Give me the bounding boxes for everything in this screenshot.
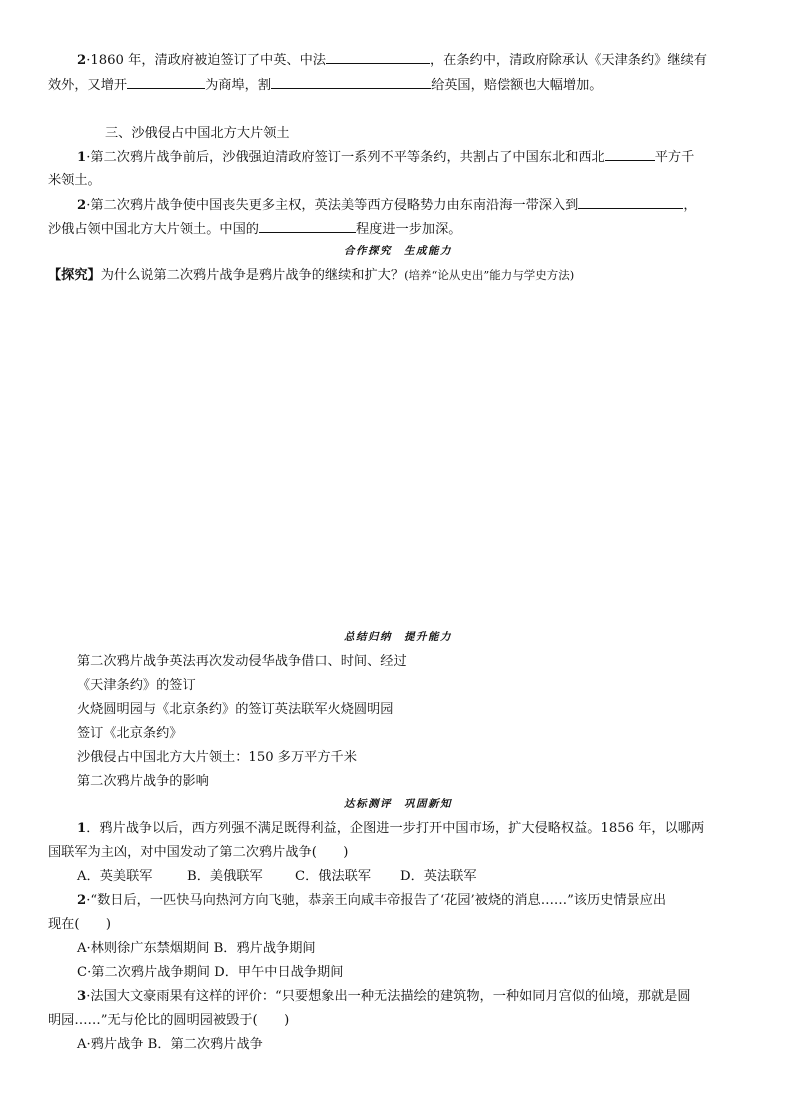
question-text: ，在条约中，清政府除承认《天津条约》继续有 — [429, 53, 707, 68]
summary-line: 火烧圆明园与《北京条约》的签订英法联军火烧圆明园 — [77, 702, 394, 717]
part3-q1-line2: 米领土。 — [48, 173, 101, 188]
summary-line: 第二次鸦片战争的影响 — [77, 774, 209, 789]
question-text: ·“数日后，一匹快马向热河方向飞驰，恭亲王向咸丰帝报告了‘花园’被烧的消息……”该历史情景应出 — [86, 893, 667, 908]
explore-answer-area[interactable] — [48, 292, 748, 622]
question-number: 2 — [77, 893, 87, 908]
test-q1-line2: 国联军为主凶，对中国发动了第二次鸦片战争( ) — [48, 845, 349, 860]
answer-blank[interactable] — [271, 73, 431, 89]
question-text: ， — [683, 198, 697, 213]
question-text: ·法国大文豪雨果有这样的评价：“只要想象出一种无法描绘的建筑物，一种如同月宫似的仙境，那就是圆 — [86, 989, 691, 1004]
answer-blank[interactable] — [127, 73, 205, 89]
option-c[interactable]: C．俄法联军 — [295, 869, 372, 884]
part2-q2-line2 — [48, 73, 603, 98]
question-text: 为商埠，割 — [205, 78, 272, 93]
test-q3-line1 — [77, 985, 691, 1009]
question-number: 2 — [77, 53, 87, 68]
explore-note: (培养“论从史出”能力与学史方法) — [404, 268, 575, 282]
test-q3-line2: 明园……”无与伦比的圆明园被毁于( ) — [48, 1013, 290, 1028]
explore-label: 【探究】 — [48, 268, 101, 283]
summary-line: 沙俄侵占中国北方大片领土：150 多万平方千米 — [77, 750, 357, 765]
part3-q1-line1 — [77, 145, 694, 170]
question-number: 1 — [77, 821, 87, 836]
question-text: ·第二次鸦片战争前后，沙俄强迫清政府签订一系列不平等条约，共割占了中国东北和西北 — [86, 150, 605, 165]
question-text: 平方千 — [654, 150, 695, 165]
part3-q2-line1 — [77, 193, 697, 218]
section-title-cooperate: 合作探究 生成能力 — [344, 245, 452, 257]
test-q2-options-1[interactable]: A·林则徐广东禁烟期间 B．鸦片战争期间 — [77, 941, 316, 956]
question-number: 2 — [77, 198, 87, 213]
question-text: 沙俄占领中国北方大片领土。中国的 — [48, 222, 259, 237]
test-q1-line1 — [77, 817, 704, 841]
part3-q2-line2 — [48, 217, 462, 242]
part3-heading: 三、沙俄侵占中国北方大片领土 — [105, 126, 290, 141]
question-text: ·1860 年，清政府被迫签订了中英、中法 — [86, 53, 326, 68]
section-title-summary: 总结归纳 提升能力 — [344, 631, 452, 643]
option-b[interactable]: B．美俄联军 — [187, 869, 263, 884]
answer-blank[interactable] — [605, 145, 655, 161]
test-q1-options — [77, 865, 477, 889]
explore-question — [48, 264, 574, 288]
summary-line: 第二次鸦片战争英法再次发动侵华战争借口、时间、经过 — [77, 654, 407, 669]
question-number: 1 — [77, 150, 87, 165]
summary-line: 《天津条约》的签订 — [77, 678, 196, 693]
question-text: ·第二次鸦片战争使中国丧失更多主权，英法美等西方侵略势力由东南沿海一带深入到 — [86, 198, 579, 213]
question-number: 3 — [77, 989, 87, 1004]
section-title-test: 达标测评 巩固新知 — [344, 798, 452, 810]
part2-q2-line1 — [77, 48, 707, 73]
option-a[interactable]: A．英美联军 — [77, 869, 153, 884]
test-q2-line1 — [77, 889, 666, 913]
answer-blank[interactable] — [259, 217, 356, 233]
question-text: 给英国，赔偿额也大幅增加。 — [431, 78, 603, 93]
answer-blank[interactable] — [326, 48, 430, 64]
summary-line: 签订《北京条约》 — [77, 726, 183, 741]
question-text: 程度进一步加深。 — [356, 222, 462, 237]
test-q3-options-1[interactable]: A·鸦片战争 B．第二次鸦片战争 — [77, 1037, 263, 1052]
question-text: ．鸦片战争以后，西方列强不满足既得利益，企图进一步打开中国市场，扩大侵略权益。1856 年，以哪两 — [86, 821, 705, 836]
answer-blank[interactable] — [578, 193, 683, 209]
test-q2-options-2[interactable]: C·第二次鸦片战争期间 D．甲午中日战争期间 — [77, 965, 344, 980]
explore-text: 为什么说第二次鸦片战争是鸦片战争的继续和扩大？ — [100, 268, 405, 283]
question-text: 效外，又增开 — [48, 78, 128, 93]
option-d[interactable]: D．英法联军 — [400, 869, 477, 884]
test-q2-line2: 现在( ) — [48, 917, 112, 932]
